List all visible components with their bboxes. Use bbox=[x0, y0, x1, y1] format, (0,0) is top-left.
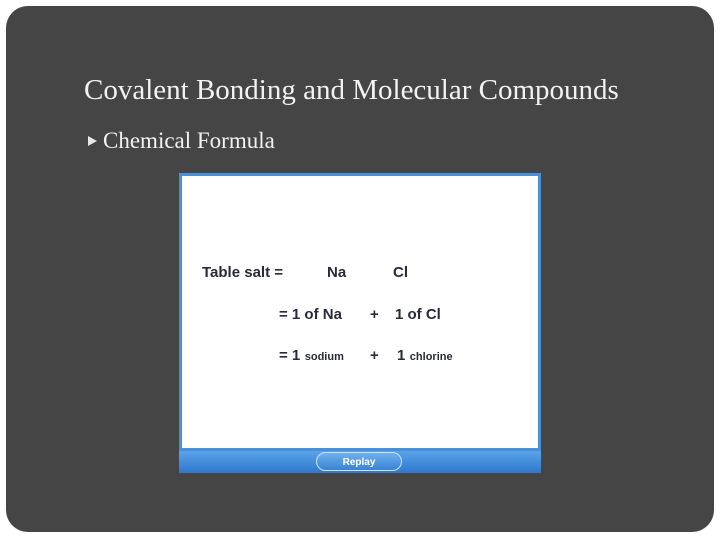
bullet-item bbox=[88, 128, 275, 154]
one-of-cl-text: 1 of Cl bbox=[395, 306, 441, 323]
one-chlorine-text: 1 chlorine bbox=[397, 347, 453, 364]
control-bar bbox=[179, 451, 541, 473]
table-salt-label: Table salt = bbox=[202, 264, 284, 281]
plus-sign: + bbox=[370, 347, 379, 364]
replay-button[interactable]: Replay bbox=[316, 452, 402, 471]
sodium-symbol: Na bbox=[327, 264, 347, 281]
animation-frame bbox=[179, 173, 541, 473]
one-sodium-text: = 1 sodium bbox=[279, 347, 344, 364]
bullet-arrow-icon bbox=[88, 136, 97, 146]
slide-title: Covalent Bonding and Molecular Compounds bbox=[84, 74, 619, 106]
bullet-text: Chemical Formula bbox=[103, 128, 275, 153]
chlorine-symbol: Cl bbox=[393, 264, 408, 281]
one-of-na-text: = 1 of Na bbox=[279, 306, 342, 323]
plus-sign: + bbox=[370, 306, 379, 323]
animation-panel bbox=[182, 176, 538, 448]
